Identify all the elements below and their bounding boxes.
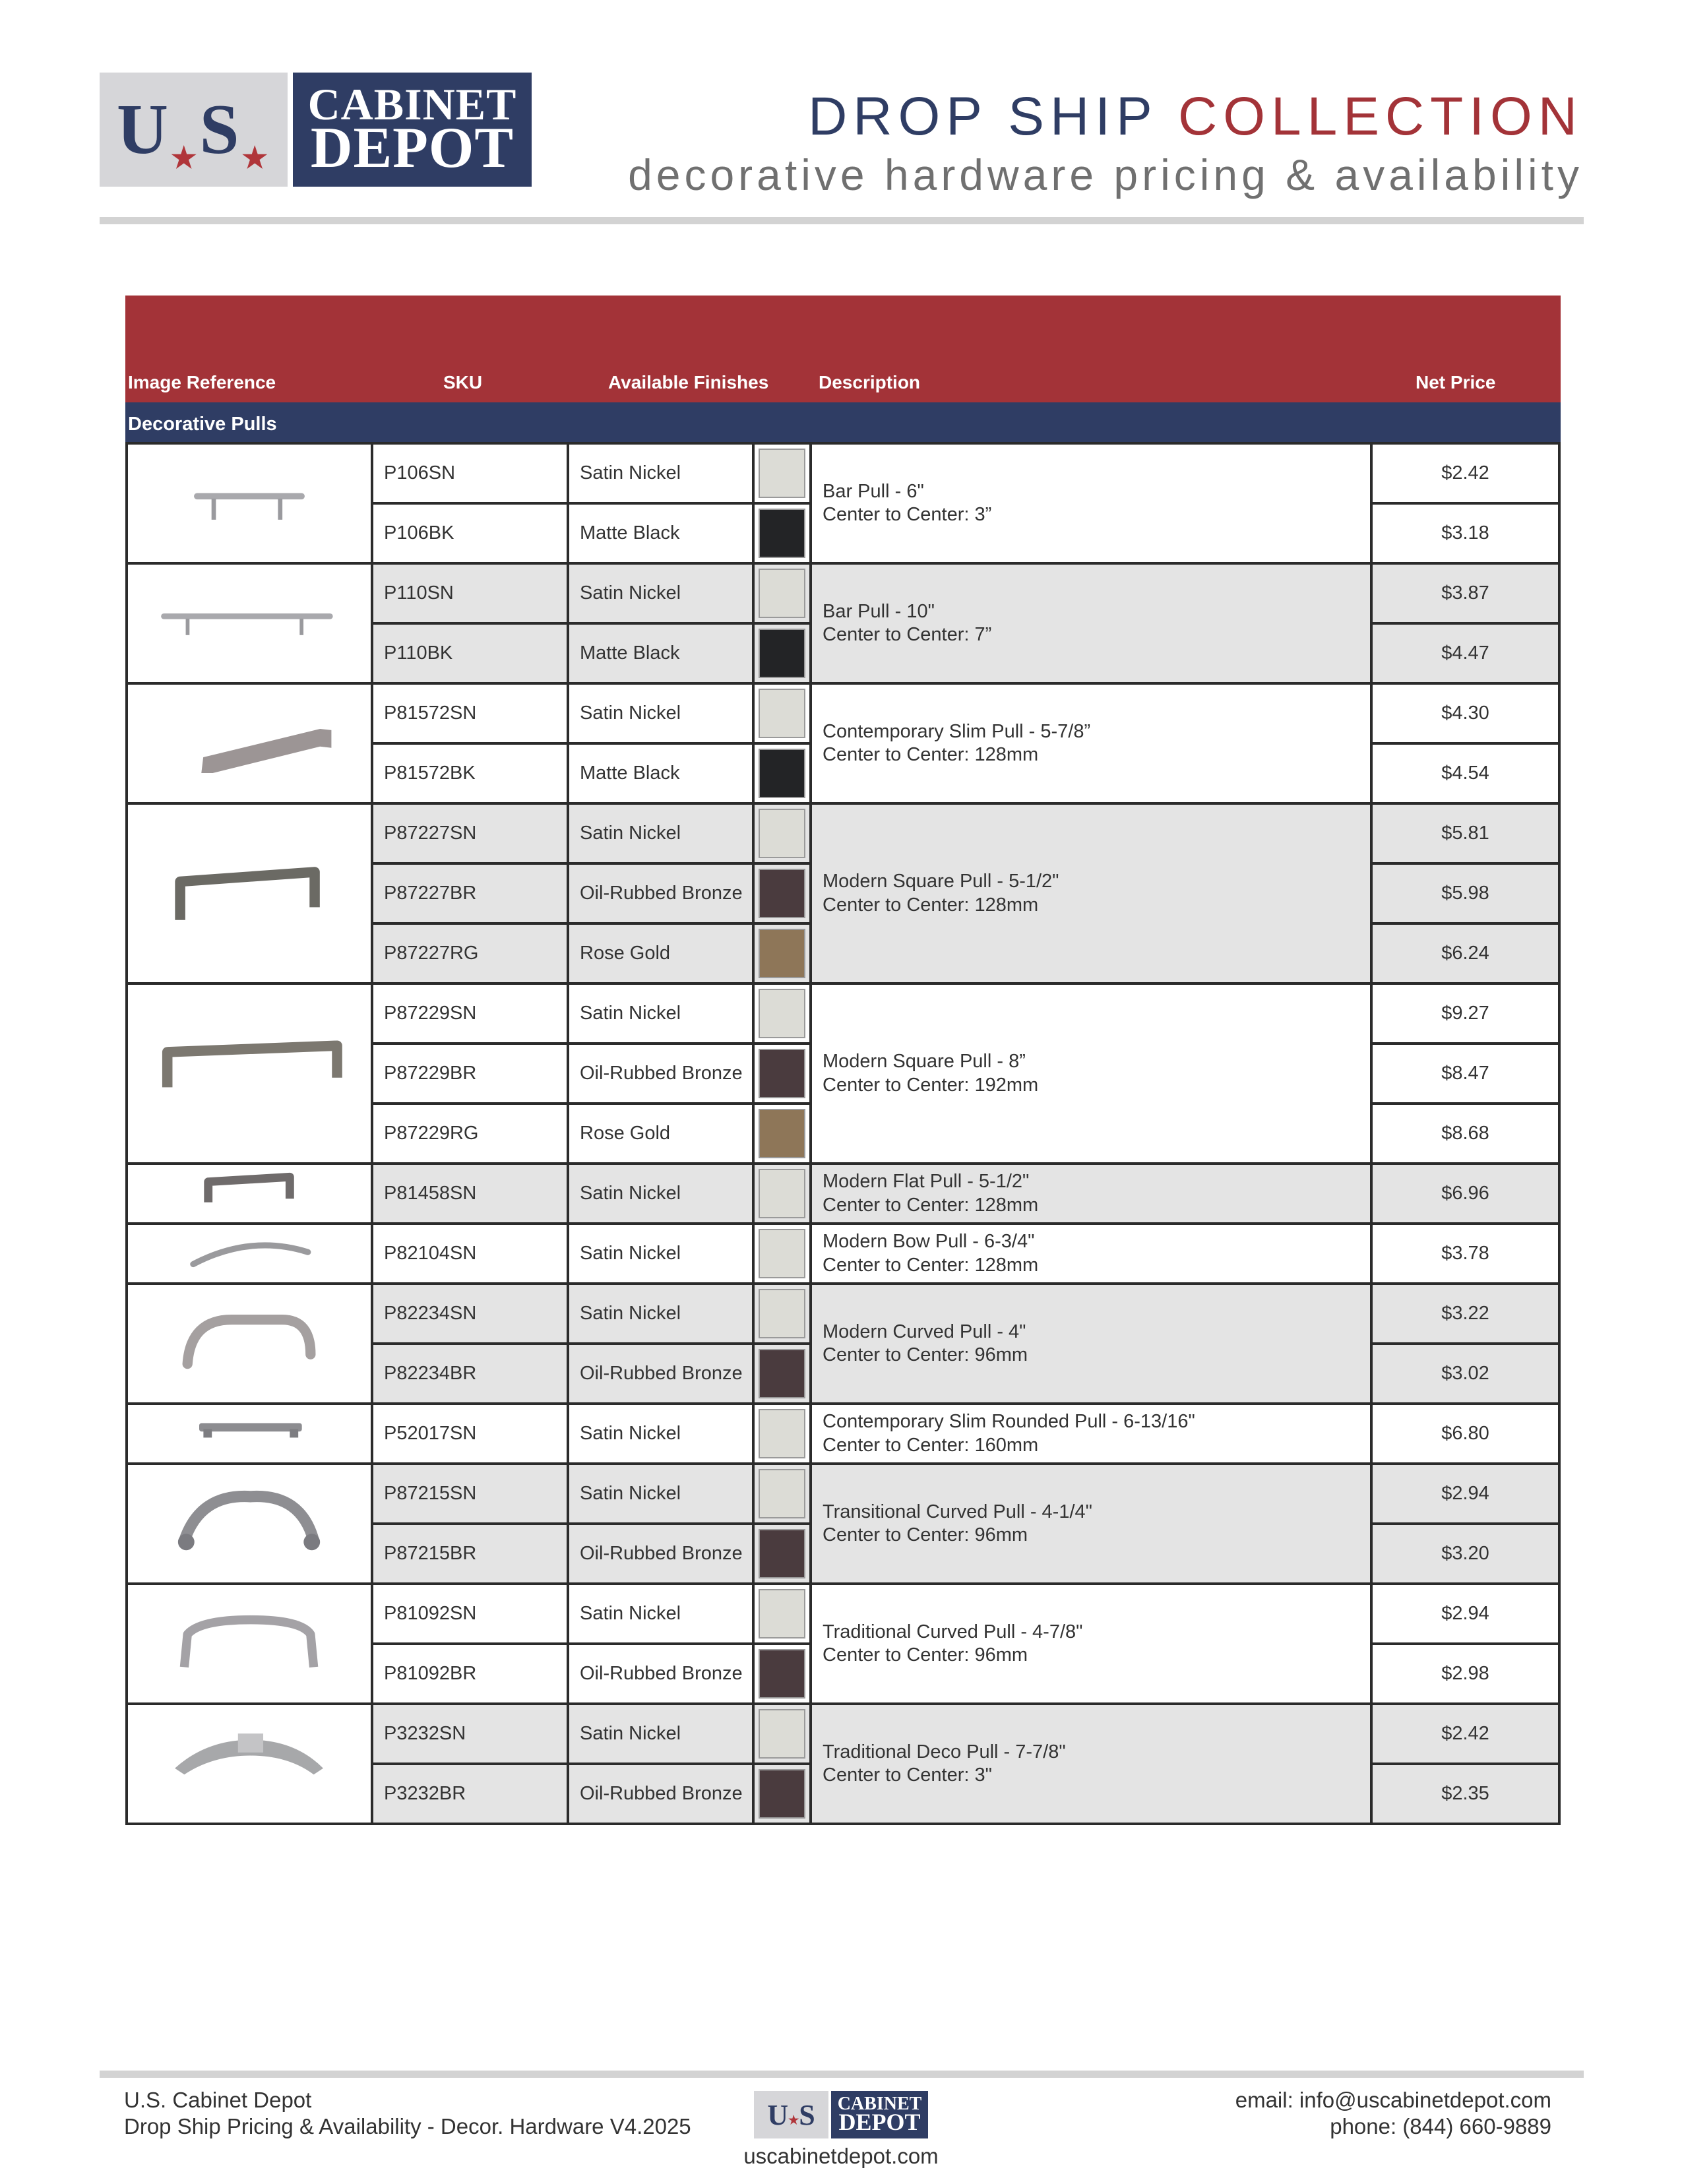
net-price-value: $6.96 [1441,1183,1489,1204]
description-title: Modern Flat Pull - 5-1/2" [823,1171,1030,1193]
net-price-value: $2.35 [1441,1783,1489,1804]
finish-value: Satin Nickel [580,462,681,484]
sku-value: P52017SN [384,1423,477,1444]
product-description [809,1222,1373,1285]
sku-value: P3232BR [384,1783,466,1804]
transitional-curved-pull-image [128,1465,371,1582]
finish-swatch [759,1289,805,1338]
product-image [125,982,373,1165]
header-available-finishes: Available Finishes [608,372,769,392]
net-price-cell [1370,862,1561,925]
finish-value: Satin Nickel [580,1243,681,1264]
description-center-to-center: Center to Center: 160mm [823,1434,1039,1456]
finish-swatch [759,1589,805,1638]
net-price-cell [1370,742,1561,805]
sku-value: P87229RG [384,1123,479,1144]
description-title: Modern Square Pull - 5-1/2" [823,871,1059,892]
product-description [809,1282,1373,1405]
sku-value: P82234SN [384,1303,477,1324]
header-sku: SKU [443,372,483,392]
product-description [809,1582,1373,1705]
net-price-value: $3.78 [1441,1243,1489,1264]
finish-value: Satin Nickel [580,1483,681,1504]
net-price-cell [1370,622,1561,685]
finish-cell [567,562,755,625]
finish-cell [567,1402,755,1465]
sku-cell [371,1642,569,1705]
sku-value: P87227BR [384,883,477,904]
product-description [809,1462,1373,1585]
header-divider [100,217,1584,224]
product-image [125,1282,373,1405]
finish-value: Satin Nickel [580,823,681,844]
finish-cell [567,1102,755,1165]
sku-cell [371,1522,569,1585]
sku-value: P81092SN [384,1603,477,1624]
finish-swatch-cell [752,622,812,685]
description-center-to-center: Center to Center: 128mm [823,1194,1039,1216]
net-price-value: $5.98 [1441,883,1489,904]
finish-cell [567,1222,755,1285]
product-image [125,802,373,985]
footer-logo-depot: DEPOT [838,2109,921,2136]
product-image [125,562,373,685]
finish-swatch [759,1529,805,1578]
product-image [125,1702,373,1825]
sku-cell [371,1402,569,1465]
sku-cell [371,1582,569,1645]
sku-cell [371,1763,569,1825]
sku-value: P106SN [384,462,456,484]
header-description: Description [819,372,921,392]
finish-cell [567,1162,755,1225]
finish-swatch [759,1469,805,1518]
finish-cell [567,1462,755,1525]
logo-us-block [100,73,288,187]
description-center-to-center: Center to Center: 128mm [823,894,1039,916]
net-price-value: $4.54 [1441,763,1489,784]
description-title: Modern Square Pull - 8” [823,1051,1026,1073]
description-center-to-center: Center to Center: 96mm [823,1644,1028,1666]
footer-phone: phone: (844) 660-9889 [1330,2114,1551,2138]
net-price-value: $6.80 [1441,1423,1489,1444]
finish-cell [567,1763,755,1825]
finish-value: Satin Nickel [580,1423,681,1444]
description-center-to-center: Center to Center: 96mm [823,1344,1028,1365]
net-price-value: $2.98 [1441,1663,1489,1684]
footer-logo [754,2091,928,2138]
description-center-to-center: Center to Center: 96mm [823,1524,1028,1545]
finish-value: Oil-Rubbed Bronze [580,1663,743,1684]
footer-logo-cabinet-depot [831,2091,928,2138]
product-image [125,1222,373,1285]
finish-value: Satin Nickel [580,582,681,604]
description-title: Bar Pull - 10" [823,600,935,622]
finish-swatch [759,1229,805,1278]
footer-logo-us: U ★ S [754,2091,828,2138]
net-price-cell [1370,922,1561,985]
finish-cell [567,1522,755,1585]
footer-company: U.S. Cabinet Depot [124,2088,312,2112]
net-price-value: $6.24 [1441,943,1489,964]
product-image [125,442,373,565]
finish-swatch-cell [752,682,812,745]
finish-swatch [759,449,805,498]
finish-value: Oil-Rubbed Bronze [580,883,743,904]
finish-value: Rose Gold [580,1123,671,1144]
contemporary-slim-rounded-pull-image [128,1405,371,1462]
product-description [809,802,1373,985]
finish-swatch [759,1349,805,1398]
description-center-to-center: Center to Center: 192mm [823,1074,1039,1096]
description-title: Contemporary Slim Rounded Pull - 6-13/16" [823,1411,1195,1433]
finish-swatch [759,989,805,1038]
sku-cell [371,562,569,625]
sku-value: P106BK [384,522,454,544]
description-center-to-center: Center to Center: 3" [823,1764,992,1786]
bar-pull-10-image [128,565,371,682]
finish-cell [567,622,755,685]
footer-right [1235,2087,1551,2140]
table-header [125,296,1561,402]
finish-value: Oil-Rubbed Bronze [580,1543,743,1564]
finish-swatch [759,689,805,738]
net-price-cell [1370,1222,1561,1285]
sku-cell [371,862,569,925]
modern-square-pull-8-image [128,985,371,1162]
finish-swatch-cell [752,1102,812,1165]
description-center-to-center: Center to Center: 3” [823,504,992,525]
sku-value: P81572SN [384,702,477,724]
finish-swatch [759,809,805,858]
product-description [809,562,1373,685]
finish-swatch [759,1109,805,1158]
finish-value: Oil-Rubbed Bronze [580,1363,743,1384]
net-price-cell [1370,802,1561,865]
net-price-cell [1370,1522,1561,1585]
document-title [628,86,1583,199]
net-price-cell [1370,1042,1561,1105]
sku-value: P87229BR [384,1063,477,1084]
bar-pull-6-image [128,445,371,562]
net-price-value: $3.20 [1441,1543,1489,1564]
sku-cell [371,502,569,565]
sku-value: P82234BR [384,1363,477,1384]
net-price-cell [1370,1582,1561,1645]
description-title: Bar Pull - 6" [823,480,924,502]
description-title: Traditional Curved Pull - 4-7/8" [823,1621,1083,1642]
description-title: Contemporary Slim Pull - 5-7/8” [823,720,1091,742]
description-title: Transitional Curved Pull - 4-1/4" [823,1501,1092,1522]
finish-swatch-cell [752,1342,812,1405]
sku-value: P87215BR [384,1543,477,1564]
finish-value: Satin Nickel [580,1303,681,1324]
net-price-cell [1370,1642,1561,1705]
net-price-value: $8.47 [1441,1063,1489,1084]
sku-cell [371,622,569,685]
footer-logo-cabinet: CABINET [837,2093,922,2114]
finish-value: Oil-Rubbed Bronze [580,1063,743,1084]
star-icon: ★ [171,141,197,174]
finish-swatch [759,1769,805,1819]
sku-cell [371,1222,569,1285]
footer-url[interactable]: uscabinetdepot.com [743,2144,939,2168]
modern-flat-pull-image [128,1165,371,1222]
sku-cell [371,982,569,1045]
finish-swatch [759,869,805,918]
section-decorative-pulls: Decorative Pulls [125,402,1561,442]
net-price-cell [1370,982,1561,1045]
finish-swatch [759,1649,805,1699]
finish-swatch-cell [752,1042,812,1105]
traditional-deco-pull-image [128,1705,371,1823]
sku-value: P81458SN [384,1183,477,1204]
sku-cell [371,1342,569,1405]
contemporary-slim-pull-image [128,685,371,802]
finish-cell [567,742,755,805]
finish-cell [567,862,755,925]
net-price-cell [1370,442,1561,505]
sku-cell [371,682,569,745]
net-price-value: $2.42 [1441,462,1489,484]
sku-cell [371,1102,569,1165]
net-price-value: $4.47 [1441,642,1489,664]
finish-value: Rose Gold [580,943,671,964]
title-line [628,86,1583,146]
sku-cell [371,1702,569,1765]
sku-cell [371,922,569,985]
finish-cell [567,1582,755,1645]
product-description [809,442,1373,565]
footer-email[interactable]: email: info@uscabinetdepot.com [1235,2088,1551,2112]
finish-swatch-cell [752,1702,812,1765]
modern-curved-pull-image [128,1285,371,1402]
finish-swatch-cell [752,442,812,505]
logo-cabinet-depot-block [293,73,532,187]
description-center-to-center: Center to Center: 128mm [823,744,1039,765]
net-price-value: $3.02 [1441,1363,1489,1384]
footer-left [124,2087,691,2140]
star-icon: ★ [241,141,268,174]
finish-swatch-cell [752,1162,812,1225]
net-price-value: $3.18 [1441,522,1489,544]
net-price-cell [1370,682,1561,745]
description-center-to-center: Center to Center: 7” [823,624,992,645]
description-center-to-center: Center to Center: 128mm [823,1254,1039,1276]
finish-swatch-cell [752,562,812,625]
finish-swatch [759,1709,805,1759]
finish-cell [567,442,755,505]
sku-value: P110SN [384,582,454,604]
modern-bow-pull-image [128,1225,371,1282]
sku-value: P87215SN [384,1483,477,1504]
modern-square-pull-5-image [128,805,371,982]
finish-cell [567,922,755,985]
finish-cell [567,982,755,1045]
net-price-cell [1370,1402,1561,1465]
net-price-cell [1370,1702,1561,1765]
sku-cell [371,802,569,865]
finish-cell [567,802,755,865]
product-image [125,682,373,805]
net-price-value: $2.42 [1441,1723,1489,1744]
finish-swatch-cell [752,1462,812,1525]
net-price-cell [1370,1462,1561,1525]
finish-value: Matte Black [580,763,680,784]
header-image-reference: Image Reference [128,372,276,392]
logo-cabinet-text: CABINET [307,79,517,130]
sku-value: P87227RG [384,943,479,964]
footer-divider [100,2071,1584,2078]
finish-value: Matte Black [580,522,680,544]
finish-swatch [759,929,805,978]
sku-cell [371,442,569,505]
net-price-value: $2.94 [1441,1603,1489,1624]
net-price-value: $9.27 [1441,1003,1489,1024]
finish-swatch-cell [752,982,812,1045]
finish-swatch-cell [752,1222,812,1285]
finish-swatch [759,1409,805,1458]
product-image [125,1162,373,1225]
finish-cell [567,1042,755,1105]
finish-value: Oil-Rubbed Bronze [580,1783,743,1804]
net-price-value: $4.30 [1441,702,1489,724]
logo-depot-text: DEPOT [310,116,514,180]
sku-cell [371,1042,569,1105]
finish-value: Matte Black [580,642,680,664]
finish-swatch-cell [752,862,812,925]
net-price-value: $3.87 [1441,582,1489,604]
finish-value: Satin Nickel [580,1003,681,1024]
net-price-cell [1370,562,1561,625]
sku-cell [371,1282,569,1345]
finish-value: Satin Nickel [580,1603,681,1624]
brand-logo [100,73,532,187]
finish-cell [567,1282,755,1345]
subtitle: decorative hardware pricing & availability [628,150,1583,199]
product-description [809,682,1373,805]
finish-swatch [759,569,805,618]
finish-swatch [759,1049,805,1098]
title-part-1: DROP SHIP [808,86,1158,146]
finish-swatch-cell [752,742,812,805]
title-part-2: COLLECTION [1178,86,1583,146]
sku-value: P3232SN [384,1723,466,1744]
finish-value: Satin Nickel [580,1183,681,1204]
finish-swatch [759,509,805,558]
star-icon: ★ [788,2113,799,2127]
footer-doc-name: Drop Ship Pricing & Availability - Decor. Hardware V4.2025 [124,2114,691,2138]
finish-cell [567,1642,755,1705]
net-price-cell [1370,1342,1561,1405]
product-description [809,1402,1373,1465]
product-description [809,1162,1373,1225]
finish-swatch-cell [752,1642,812,1705]
net-price-value: $8.68 [1441,1123,1489,1144]
net-price-cell [1370,502,1561,565]
description-title: Modern Curved Pull - 4" [823,1321,1026,1342]
finish-cell [567,1342,755,1405]
finish-cell [567,502,755,565]
net-price-cell [1370,1282,1561,1345]
finish-swatch-cell [752,502,812,565]
finish-swatch-cell [752,1282,812,1345]
logo-us-text: $U_★S_★$ [117,90,268,174]
sku-cell [371,742,569,805]
sku-value: P82104SN [384,1243,477,1264]
finish-value: Satin Nickel [580,1723,681,1744]
sku-cell [371,1162,569,1225]
product-description [809,1702,1373,1825]
finish-swatch [759,1169,805,1218]
sku-value: P81092BR [384,1663,477,1684]
finish-swatch-cell [752,1522,812,1585]
finish-cell [567,1702,755,1765]
description-title: Traditional Deco Pull - 7-7/8" [823,1741,1066,1763]
description-title: Modern Bow Pull - 6-3/4" [823,1231,1035,1253]
finish-cell [567,682,755,745]
finish-swatch-cell [752,922,812,985]
sku-value: P87229SN [384,1003,477,1024]
net-price-cell [1370,1102,1561,1165]
finish-swatch-cell [752,1582,812,1645]
sku-value: P110BK [384,642,453,664]
finish-value: Satin Nickel [580,702,681,724]
net-price-cell [1370,1162,1561,1225]
net-price-value: $2.94 [1441,1483,1489,1504]
finish-swatch-cell [752,802,812,865]
product-image [125,1402,373,1465]
sku-value: P87227SN [384,823,477,844]
traditional-curved-pull-image [128,1585,371,1702]
sku-cell [371,1462,569,1525]
finish-swatch [759,749,805,798]
finish-swatch-cell [752,1402,812,1465]
product-image [125,1462,373,1585]
net-price-value: $5.81 [1441,823,1489,844]
header-net-price: Net Price [1416,372,1496,392]
product-image [125,1582,373,1705]
net-price-cell [1370,1763,1561,1825]
sku-value: P81572BK [384,763,476,784]
product-description [809,982,1373,1165]
finish-swatch [759,629,805,678]
finish-swatch-cell [752,1763,812,1825]
net-price-value: $3.22 [1441,1303,1489,1324]
